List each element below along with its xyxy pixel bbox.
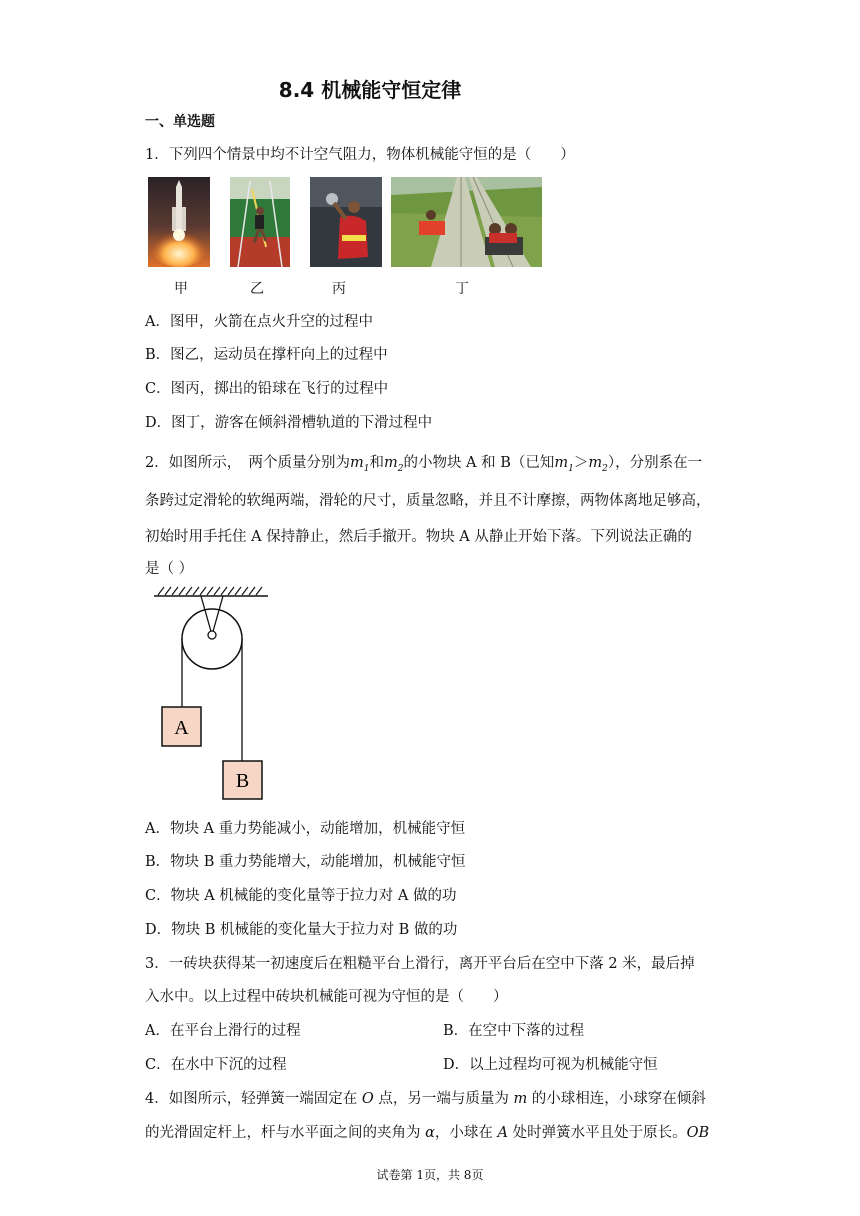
rocket-launch-photo xyxy=(148,177,210,267)
q3-option-c: C．在水中下沉的过程 xyxy=(145,1057,287,1073)
block-b-label: B xyxy=(235,770,250,792)
page-title: 8.4 机械能守恒定律 xyxy=(278,78,462,102)
q4-point-a: A xyxy=(497,1125,508,1141)
page-footer: 试卷第 1页，共 8页 xyxy=(376,1168,484,1182)
q4-angle-alpha: α xyxy=(425,1125,435,1141)
shot-put-photo xyxy=(310,177,382,267)
caption-bing: 丙 xyxy=(332,281,346,297)
q2-option-c: C．物块 A 机械能的变化量等于拉力对 A 做的功 xyxy=(145,888,457,904)
caption-jia: 甲 xyxy=(174,281,188,297)
q4-segment-ob: OB xyxy=(686,1125,710,1141)
block-a-label: A xyxy=(174,717,189,739)
q2-cond-m1: $m_1$ xyxy=(554,455,574,474)
block-a xyxy=(162,707,201,746)
block-b xyxy=(223,761,262,799)
caption-yi: 乙 xyxy=(250,281,264,297)
q1-stem: 1．下列四个情景中均不计空气阻力，物体机械能守恒的是（ ） xyxy=(145,147,575,163)
q1-option-c: C．图丙，掷出的铅球在飞行的过程中 xyxy=(145,381,389,397)
q2-and: 和 xyxy=(369,455,384,471)
q2-line-3: 初始时用手托住 A 保持静止，然后手撤开。物块 A 从静止开始下落。下列说法正确的 xyxy=(145,529,692,545)
q2-option-b: B．物块 B 重力势能增大，动能增加，机械能守恒 xyxy=(145,854,466,870)
q2-m2: $m_2$ xyxy=(383,455,404,474)
q2-text-c: ），分别系在一 xyxy=(607,455,703,471)
q2-line-1 xyxy=(145,451,702,474)
q3-line-2: 入水中。以上过程中砖块机械能可视为守恒的是（ ） xyxy=(145,989,508,1005)
pulley-diagram xyxy=(150,585,272,803)
q2-text-b: 的小物块 A 和 B（已知 xyxy=(403,455,555,471)
q2-m1: $m_1$ xyxy=(349,455,370,474)
q2-gt: ＞ xyxy=(573,455,589,471)
q1-option-b: B．图乙，运动员在撑杆向上的过程中 xyxy=(145,347,388,363)
slide-track-photo xyxy=(391,177,542,267)
q2-line-2: 条跨过定滑轮的软绳两端，滑轮的尺寸，质量忽略，并且不计摩擦，两物体离地足够高， xyxy=(145,493,711,509)
q3-option-a: A．在平台上滑行的过程 xyxy=(145,1023,301,1039)
q3-option-d: D．以上过程均可视为机械能守恒 xyxy=(443,1057,658,1073)
section-heading: 一、单选题 xyxy=(145,114,215,130)
q3-option-b: B．在空中下落的过程 xyxy=(443,1023,585,1039)
q1-option-d: D．图丁，游客在倾斜滑槽轨道的下滑过程中 xyxy=(145,415,433,431)
q4-point-o: O xyxy=(361,1091,374,1107)
q3-line-1: 3．一砖块获得某一初速度后在粗糙平台上滑行，离开平台后在空中下落 2 米，最后掉 xyxy=(145,956,695,972)
q4-mass-m: m xyxy=(513,1091,528,1107)
q2-line-4: 是（ ） xyxy=(145,561,194,577)
q1-option-a: A．图甲，火箭在点火升空的过程中 xyxy=(145,314,373,330)
q4-line-1: 4．如图所示，轻弹簧一端固定在 O 点，另一端与质量为 m 的小球相连，小球穿在倾斜 xyxy=(145,1091,706,1107)
ceiling-hatch xyxy=(154,587,268,596)
pulley-wheel xyxy=(182,596,242,669)
caption-ding: 丁 xyxy=(455,281,469,297)
q4-line-2: 的光滑固定杆上，杆与水平面之间的夹角为 α，小球在 A 处时弹簧水平且处于原长。OB xyxy=(145,1125,710,1141)
pole-vault-photo xyxy=(230,177,290,267)
q2-text-a: 2．如图所示， 两个质量分别为 xyxy=(145,455,350,471)
q2-option-d: D．物块 B 机械能的变化量大于拉力对 B 做的功 xyxy=(145,922,458,938)
q2-option-a: A．物块 A 重力势能减小，动能增加，机械能守恒 xyxy=(145,821,466,837)
q2-cond-m2: $m_2$ xyxy=(588,455,608,474)
